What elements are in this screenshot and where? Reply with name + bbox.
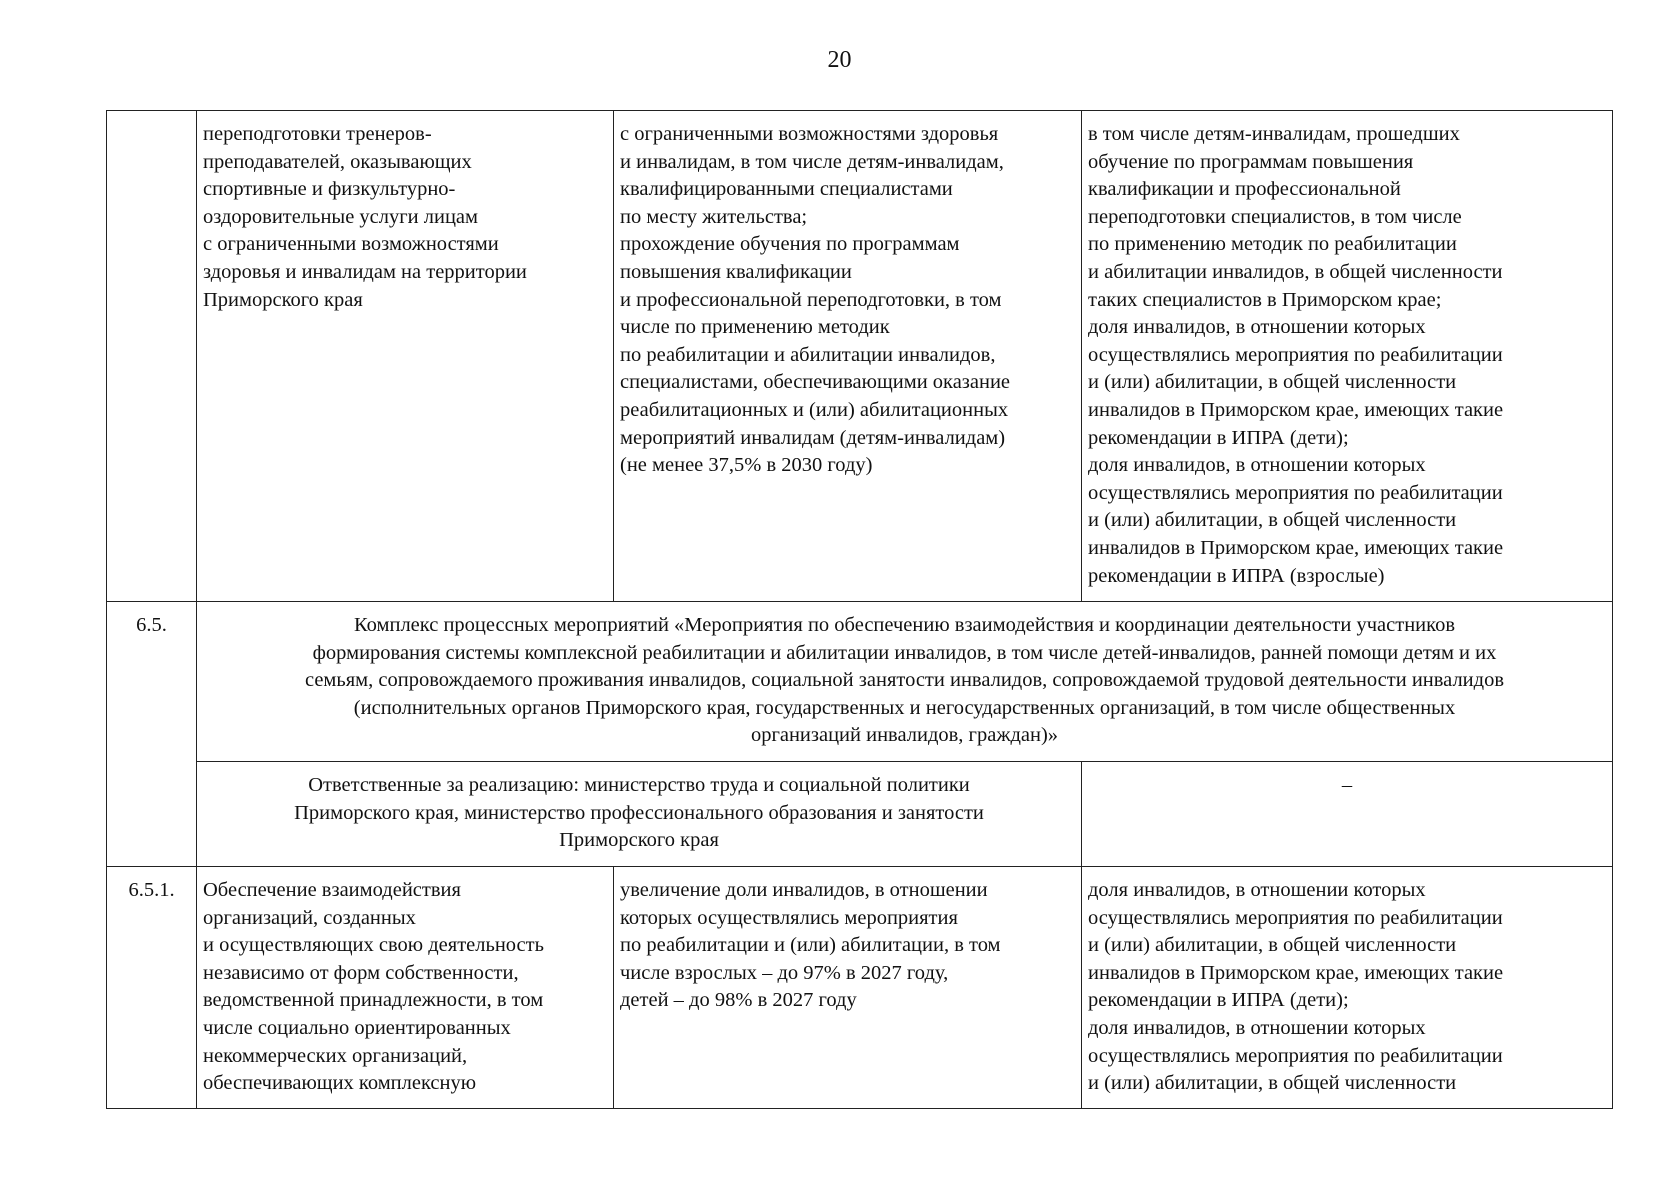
text-line: и (или) абилитации, в общей численности <box>1088 934 1457 957</box>
text-line: и инвалидам, в том числе детям-инвалидам, <box>620 150 1004 173</box>
expected-result-cell <box>614 111 1082 602</box>
text-line: спортивные и физкультурно- <box>203 178 456 201</box>
text-line: осуществлялись мероприятия по реабилитации <box>1088 481 1503 504</box>
indicator-cell <box>1082 111 1613 602</box>
item-measure-text <box>203 877 607 1098</box>
text-line: и (или) абилитации, в общей численности <box>1088 1072 1457 1095</box>
indicator-text <box>1088 121 1606 590</box>
text-line: преподавателей, оказывающих <box>203 150 472 173</box>
text-line: числе взрослых – до 97% в 2027 году, <box>620 961 949 984</box>
text-line: с ограниченными возможностями здоровья <box>620 123 999 145</box>
text-line: некоммерческих организаций, <box>203 1044 468 1067</box>
text-line: переподготовки тренеров- <box>203 123 432 145</box>
text-line: прохождение обучения по программам <box>620 233 960 256</box>
row-number-cell <box>107 111 197 602</box>
text-line: переподготовки специалистов, в том числе <box>1088 205 1462 228</box>
text-line: и осуществляющих свою деятельность <box>203 934 544 957</box>
section-number-cell <box>107 602 197 867</box>
measure-name-text <box>203 121 607 314</box>
text-line: осуществлялись мероприятия по реабилитации <box>1088 906 1503 929</box>
section-number: 6.5. <box>136 614 167 636</box>
text-line: рекомендации в ИПРА (дети); <box>1088 426 1349 449</box>
text-line: (не менее 37,5% в 2030 году) <box>620 454 873 477</box>
text-line: по реабилитации и абилитации инвалидов, <box>620 343 996 366</box>
text-line: инвалидов в Приморском крае, имеющих такие <box>1088 398 1504 421</box>
section-title-cell <box>197 602 1613 762</box>
text-line: по реабилитации и (или) абилитации, в том <box>620 934 1001 957</box>
responsible-value: – <box>1341 774 1353 796</box>
text-line: доля инвалидов, в отношении которых <box>1088 316 1426 339</box>
text-line: мероприятий инвалидам (детям-инвалидам) <box>620 426 1006 449</box>
text-line: квалификации и профессиональной <box>1088 178 1401 201</box>
text-line: Приморского края <box>203 288 363 311</box>
text-line: здоровья и инвалидам на территории <box>203 260 527 283</box>
text-line: инвалидов в Приморском крае, имеющих такие <box>1088 536 1504 559</box>
text-line: доля инвалидов, в отношении которых <box>1088 454 1426 477</box>
text-line: числе по применению методик <box>620 316 890 339</box>
text-line: (исполнительных органов Приморского края, государственных и негосударственных организаций, в том числе общественных <box>353 696 1456 719</box>
text-line: оздоровительные услуги лицам <box>203 205 478 228</box>
page-number: 20 <box>827 47 852 73</box>
text-line: реабилитационных и (или) абилитационных <box>620 398 1009 421</box>
text-line: с ограниченными возможностями <box>203 233 499 256</box>
program-table <box>106 110 1613 1109</box>
text-line: квалифицированными специалистами <box>620 178 953 201</box>
text-line: таких специалистов в Приморском крае; <box>1088 288 1442 311</box>
text-line: Обеспечение взаимодействия <box>203 879 461 901</box>
text-line: Комплекс процессных мероприятий «Мероприятия по обеспечению взаимодействия и координации деятельности участников <box>354 614 1455 636</box>
table-row-section-title <box>107 602 1613 762</box>
expected-result-text <box>620 121 1075 480</box>
text-line: доля инвалидов, в отношении которых <box>1088 879 1426 901</box>
text-line: доля инвалидов, в отношении которых <box>1088 1016 1426 1039</box>
measure-name-cell <box>197 111 614 602</box>
text-line: обеспечивающих комплексную <box>203 1072 477 1095</box>
item-number: 6.5.1. <box>128 879 175 901</box>
item-indicator-cell <box>1082 867 1613 1109</box>
text-line: по применению методик по реабилитации <box>1088 233 1457 256</box>
item-result-cell <box>614 867 1082 1109</box>
text-line: по месту жительства; <box>620 205 808 228</box>
section-title-text <box>203 612 1606 750</box>
text-line: в том числе детям-инвалидам, прошедших <box>1088 123 1460 145</box>
text-line: семьям, сопровождаемого проживания инвалидов, социальной занятости инвалидов, сопровождаемой трудовой деятельности инвалидов <box>304 669 1505 692</box>
text-line: формирования системы комплексной реабилитации и абилитации инвалидов, в том числе детей-инвалидов, ранней помощи детям и их <box>312 641 1497 664</box>
text-line: ведомственной принадлежности, в том <box>203 989 544 1012</box>
text-line: рекомендации в ИПРА (дети); <box>1088 989 1349 1012</box>
item-measure-cell <box>197 867 614 1109</box>
text-line: осуществлялись мероприятия по реабилитации <box>1088 1044 1503 1067</box>
text-line: Приморского края, министерство профессионального образования и занятости <box>294 801 984 824</box>
text-line: повышения квалификации <box>620 260 852 283</box>
responsible-text <box>203 772 1075 855</box>
item-indicator-text <box>1088 877 1606 1098</box>
text-line: числе социально ориентированных <box>203 1016 511 1039</box>
text-line: и (или) абилитации, в общей численности <box>1088 371 1457 394</box>
table-row-responsible <box>107 762 1613 867</box>
text-line: обучение по программам повышения <box>1088 150 1414 173</box>
responsible-value-cell <box>1082 762 1613 867</box>
text-line: рекомендации в ИПРА (взрослые) <box>1088 564 1385 587</box>
responsible-cell <box>197 762 1082 867</box>
text-line: и (или) абилитации, в общей численности <box>1088 509 1457 532</box>
text-line: специалистами, обеспечивающими оказание <box>620 371 1011 394</box>
text-line: осуществлялись мероприятия по реабилитации <box>1088 343 1503 366</box>
text-line: и абилитации инвалидов, в общей численности <box>1088 260 1503 283</box>
text-line: увеличение доли инвалидов, в отношении <box>620 879 988 901</box>
text-line: инвалидов в Приморском крае, имеющих такие <box>1088 961 1504 984</box>
text-line: Ответственные за реализацию: министерство труда и социальной политики <box>308 774 970 796</box>
text-line: которых осуществлялись мероприятия <box>620 906 958 929</box>
item-number-cell <box>107 867 197 1109</box>
text-line: Приморского края <box>559 829 719 852</box>
table-row-continuation <box>107 111 1613 602</box>
table-row-item <box>107 867 1613 1109</box>
text-line: детей – до 98% в 2027 году <box>620 989 857 1012</box>
text-line: и профессиональной переподготовки, в том <box>620 288 1002 311</box>
text-line: организаций, созданных <box>203 906 416 929</box>
item-result-text <box>620 877 1075 1015</box>
text-line: организаций инвалидов, граждан)» <box>750 724 1059 747</box>
text-line: независимо от форм собственности, <box>203 961 519 984</box>
